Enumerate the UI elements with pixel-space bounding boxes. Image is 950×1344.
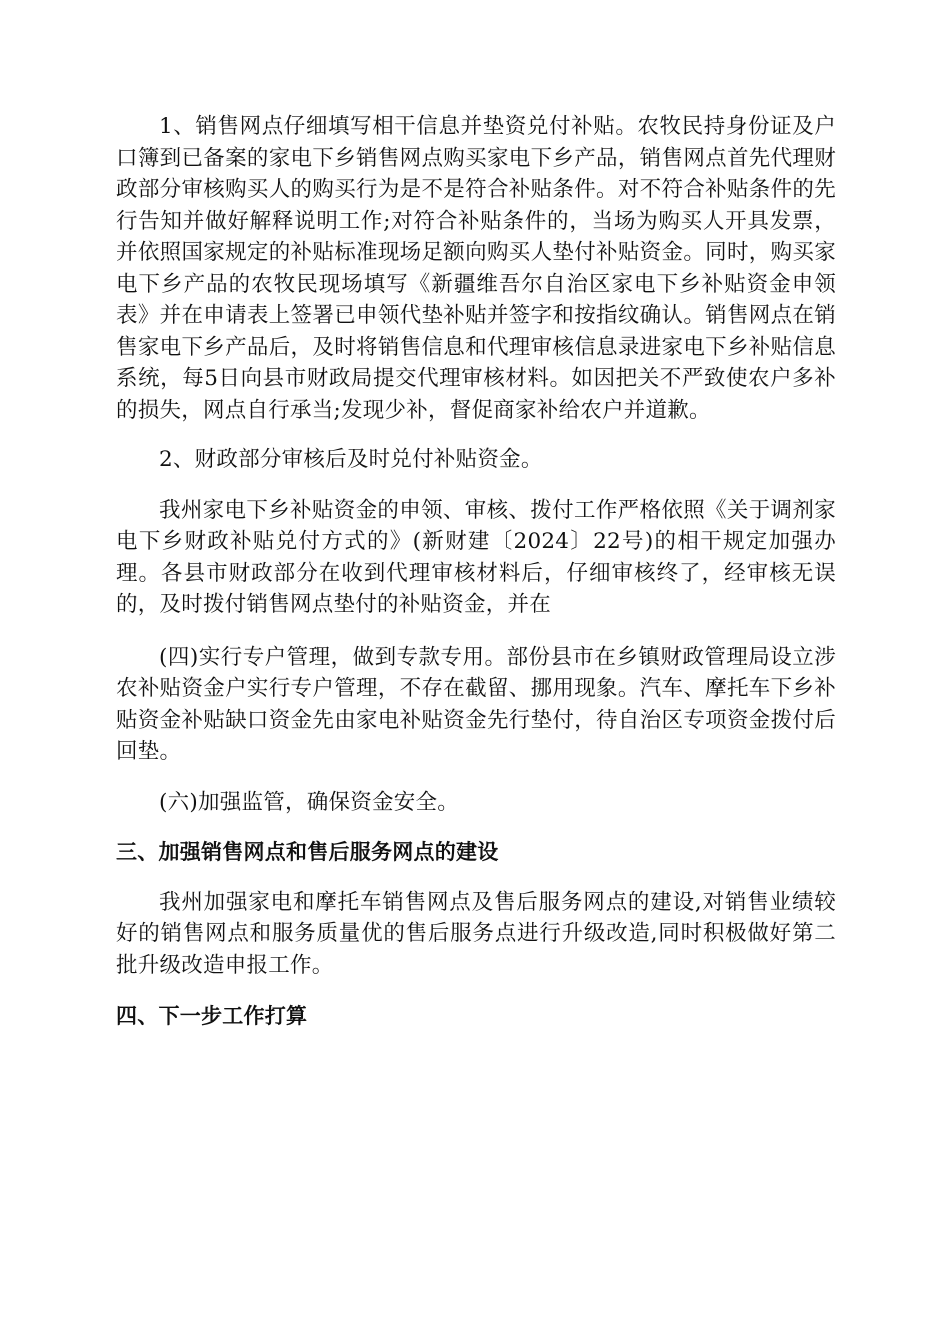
paragraph-sales-outlet-subsidy: 1、销售网点仔细填写相干信息并垫资兑付补贴。农牧民持身份证及户口簿到已备案的家电下乡销售网点购买家电下乡产品，销售网点首先代理财政部分审核购买人的购买行为是不是符合补贴条件。对不符合补贴条件的先行告知并做好解释说明工作;对符合补贴条件的，当场为购买人开具发票，并依照国家规定的补贴标准现场足额向购买人垫付补贴资金。同时，购买家电下乡产品的农牧民现场填写《新疆维吾尔自治区家电下乡补贴资金申领表》并在申请表上签署已申领代垫补贴并签字和按指纹确认。销售网点在销售家电下乡产品后，及时将销售信息和代理审核信息录进家电下乡补贴信息系统，每5日向县市财政局提交代理审核材料。如因把关不严致使农户多补的损失，网点自行承当;发现少补，督促商家补给农户并道歉。 xyxy=(116,114,836,423)
paragraph-outlet-construction: 我州加强家电和摩托车销售网点及售后服务网点的建设,对销售业绩较好的销售网点和服务质量优的售后服务点进行升级改造,同时积极做好第二批升级改造申报工作。 xyxy=(116,889,836,978)
paragraph-strengthen-supervision: (六)加强监管，确保资金安全。 xyxy=(159,789,460,815)
paragraph-special-account-management: (四)实行专户管理，做到专款专用。部份县市在乡镇财政管理局设立涉农补贴资金户实行专户管理，不存在截留、挪用现象。汽车、摩托车下乡补贴资金补贴缺口资金先由家电补贴资金先行垫付，待自治区专项资金拨付后回垫。 xyxy=(116,644,836,764)
document-page xyxy=(116,111,836,1033)
paragraph-finance-dept-payment: 2、财政部分审核后及时兑付补贴资金。 xyxy=(159,447,543,472)
section-heading-4: 四、下一步工作打算 xyxy=(116,1004,308,1028)
paragraph-subsidy-review-process: 我州家电下乡补贴资金的申领、审核、拨付工作严格依照《关于调剂家电下乡财政补贴兑付方式的》(新财建〔2024〕22号)的相干规定加强办理。各县市财政部分在收到代理审核材料后，仔细审核终了，经审核无误的，及时拨付销售网点垫付的补贴资金，并在 xyxy=(116,497,836,617)
section-heading-3: 三、加强销售网点和售后服务网点的建设 xyxy=(116,840,499,864)
